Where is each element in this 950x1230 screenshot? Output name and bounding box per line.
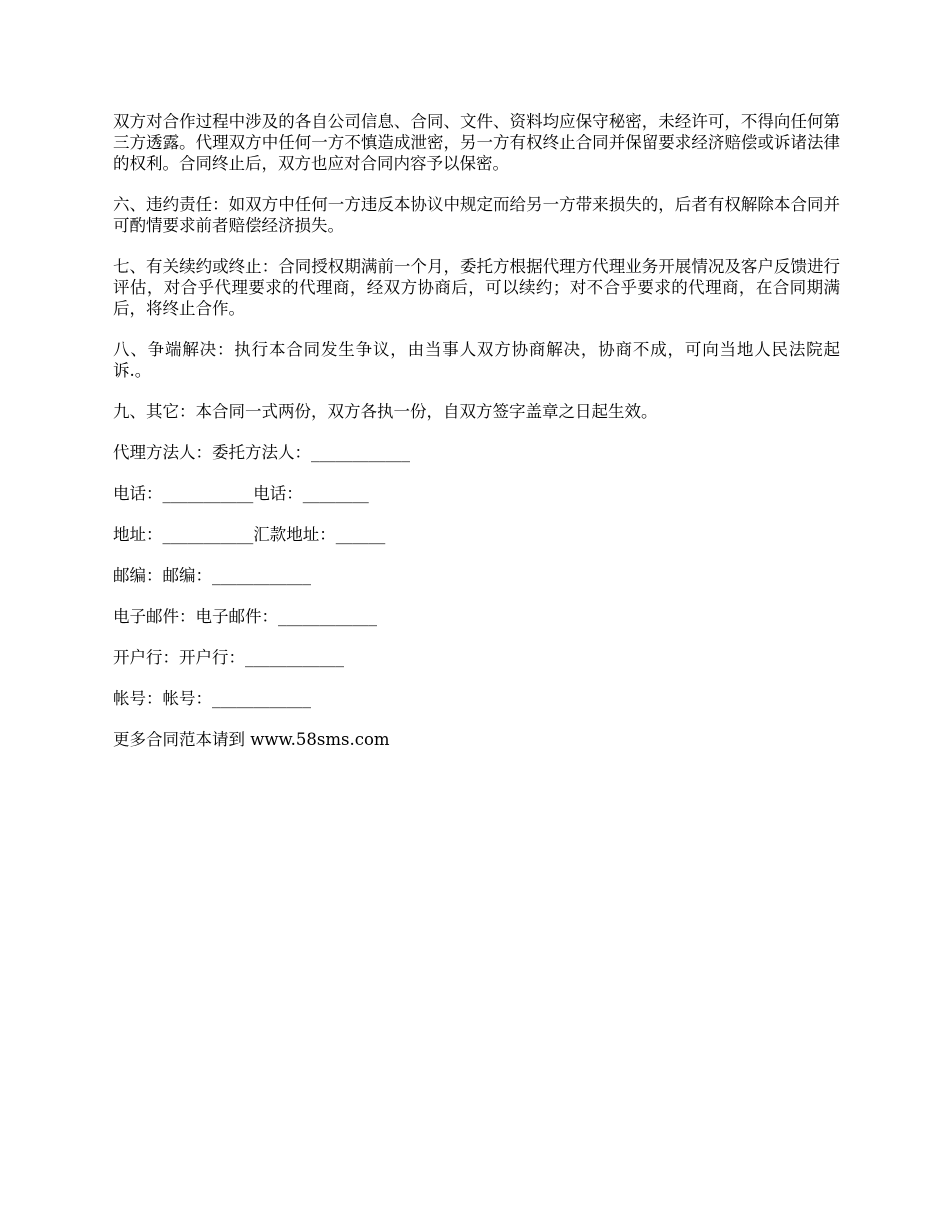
renewal-termination-paragraph: 七、有关续约或终止：合同授权期满前一个月，委托方根据代理方代理业务开展情况及客户反馈进行评估，对合乎代理要求的代理商，经双方协商后，可以续约；对不合乎要求的代理商，在合同期满后，将终止合作。	[113, 257, 840, 318]
dispute-resolution-paragraph: 八、争端解决：执行本合同发生争议，由当事人双方协商解决，协商不成，可向当地人民法院起诉.。	[113, 340, 840, 380]
address-field: 地址：___________汇款地址：______	[113, 525, 386, 544]
postcode-field: 邮编：邮编：____________	[113, 566, 311, 585]
miscellaneous-paragraph: 九、其它：本合同一式两份，双方各执一份，自双方签字盖章之日起生效。	[113, 402, 658, 421]
email-field: 电子邮件：电子邮件：____________	[113, 607, 377, 626]
legal-representative-field: 代理方法人：委托方法人：____________	[113, 443, 410, 462]
account-number-field: 帐号：帐号：____________	[113, 689, 311, 708]
confidentiality-paragraph: 双方对合作过程中涉及的各自公司信息、合同、文件、资料均应保守秘密，未经许可，不得向任何第三方透露。代理双方中任何一方不慎造成泄密，另一方有权终止合同并保留要求经济赔偿或诉诸法律的权利。合同终止后，双方也应对合同内容予以保密。	[113, 112, 840, 173]
document-page	[113, 111, 840, 750]
phone-field: 电话：___________电话：________	[113, 484, 369, 503]
breach-liability-paragraph: 六、违约责任：如双方中任何一方违反本协议中规定而给另一方带来损失的，后者有权解除本合同并可酌情要求前者赔偿经济损失。	[113, 195, 840, 235]
bank-field: 开户行：开户行：____________	[113, 648, 344, 667]
footer-note: 更多合同范本请到 www.58sms.com	[113, 730, 390, 749]
